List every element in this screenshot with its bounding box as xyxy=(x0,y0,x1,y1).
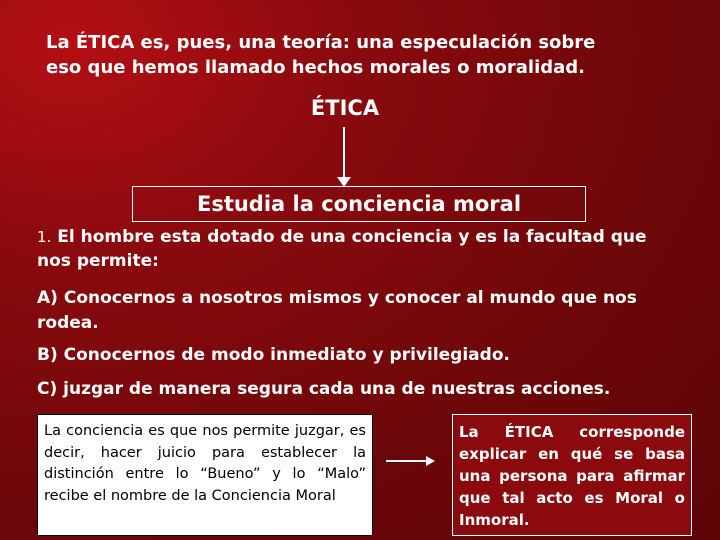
point-1-number: 1. xyxy=(37,228,52,246)
right-arrow-line xyxy=(386,460,428,462)
down-arrow-line xyxy=(343,127,345,179)
conscience-definition-box: La conciencia es que nos permite juzgar, es decir, hacer juicio para establecer la distinción entre lo “Bueno” y lo “Malo” recibe el nombre de la Conciencia Moral xyxy=(37,414,373,536)
point-1 xyxy=(37,225,677,273)
right-arrow-icon xyxy=(426,456,435,466)
item-c: C) juzgar de manera segura cada una de nuestras acciones. xyxy=(37,379,611,399)
ethics-explanation-box: La ÉTICA corresponde explicar en qué se basa una persona para afirmar que tal acto es Moral o Inmoral. xyxy=(452,414,692,536)
intro-text xyxy=(46,30,666,80)
moral-conscience-box: Estudia la conciencia moral xyxy=(132,186,586,222)
etica-heading: ÉTICA xyxy=(310,96,380,120)
point-1-text: El hombre esta dotado de una conciencia y es la facultad que nos permite: xyxy=(37,227,647,271)
intro-line-2: eso que hemos llamado hechos morales o moralidad. xyxy=(46,57,585,78)
item-b: B) Conocernos de modo inmediato y privilegiado. xyxy=(37,345,510,365)
item-a: A) Conocernos a nosotros mismos y conocer al mundo que nos rodea. xyxy=(37,288,637,333)
intro-line-1: La ÉTICA es, pues, una teoría: una especulación sobre xyxy=(46,32,596,53)
